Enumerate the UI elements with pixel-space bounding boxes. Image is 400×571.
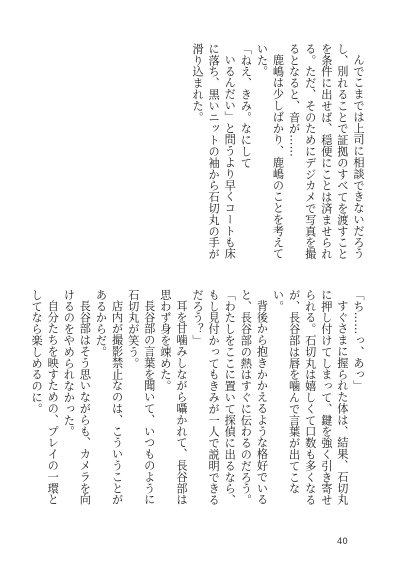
paragraph: 店内が撮影禁止なのは、こういうことがあるからだ。 <box>94 289 124 506</box>
top-text-block <box>44 43 366 260</box>
dialogue-line: 「わたしをここに置いて探偵に出るなら、もし見付かってもきみが一人で説明できるだろう？」 <box>191 289 237 506</box>
bottom-text-block <box>30 289 366 507</box>
paragraph: 自分たちを映すための、プレイの一環としてなら楽しめるのに。 <box>30 289 60 506</box>
paragraph: 背後から抱きかかえるような格好でいると、長谷部の熱はすぐに伝わるのだろう。 <box>239 289 269 506</box>
paragraph: すぐさまに握られた体は、結果、石切丸に押し付けてしまって、鍵を強く引き寄せられる。石切丸は嬉しくて口数も多くなるが、長谷部は唇を噛んで言葉が出てこない。 <box>271 289 349 506</box>
page-number: 40 <box>337 537 348 547</box>
paragraph: 鹿嶋は少しばかり、鹿嶋のことを考えていた。 <box>255 43 285 260</box>
paragraph: いるんだい」と問うより早くコートも床に落ち、黒いニットの袖から石切丸の手が滑り込まれた。 <box>191 43 237 260</box>
dialogue-line: 「ち……っ、あっ」 <box>352 289 365 392</box>
paragraph: 長谷部の言葉を聞いて、いつものように石切丸が笑う。 <box>126 289 156 506</box>
paragraph: んでこまでは上司に相談できないだろうし、別れることで証拠のすべてを渡すことを条件に出せば、穏便にことは済ませられる。ただ、そのためにデジカメで写真を撮るとなると、音が…… <box>287 43 365 260</box>
paragraph: 耳を甘噛みしながら囁かれて、長谷部は思わず身を竦めた。 <box>158 289 188 506</box>
dialogue-line: 「ねえ、きみ。なにして <box>239 43 253 169</box>
paragraph: 長谷部はそう思いながらも、カメラを向けるのをやめられなかった。 <box>62 289 92 506</box>
